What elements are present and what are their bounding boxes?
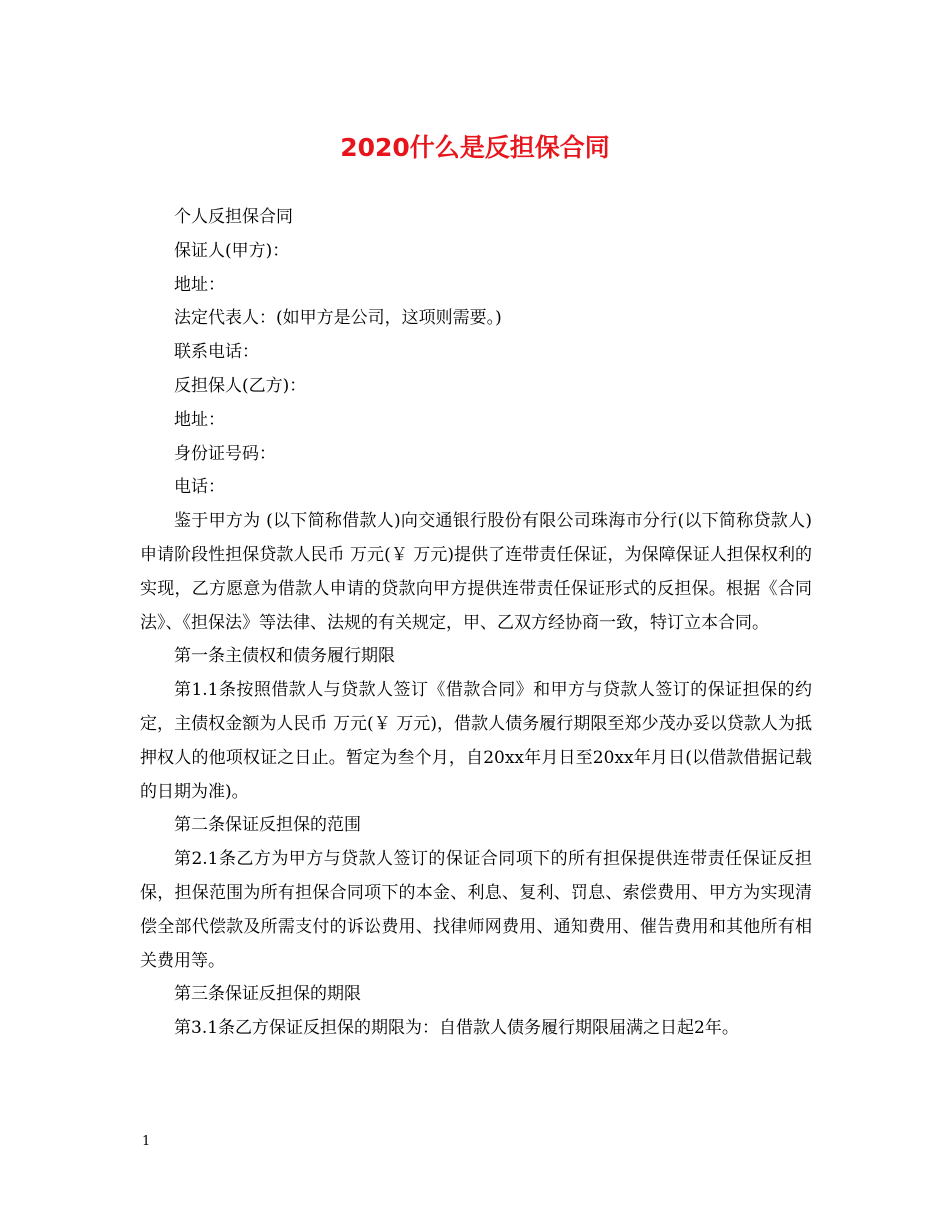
- paragraph: 保证人(甲方)：: [174, 240, 290, 261]
- paragraph: 反担保人(乙方)：: [174, 375, 307, 396]
- paragraph: 个人反担保合同: [174, 207, 293, 227]
- page-number: 1: [142, 1134, 151, 1149]
- paragraph: 鉴于甲方为 (以下简称借款人)向交通银行股份有限公司珠海市分行(以下简称贷款人)申请阶段性担保贷款人民币 万元(￥ 万元)提供了连带责任保证，为保障保证人担保权利的实现，乙方愿意为借款人申请的贷款向甲方提供连带责任保证形式的反担保。根据《合同法》、《担保法》等法律、法规的有关规定，甲、乙双方经协商一致，特订立本合同。: [140, 511, 812, 633]
- paragraph: 身份证号码：: [174, 443, 276, 464]
- paragraph: 第1.1条按照借款人与贷款人签订《借款合同》和甲方与贷款人签订的保证担保的约定，主债权金额为人民币 万元(￥ 万元)，借款人债务履行期限至郑少茂办妥以贷款人为抵押权人的他项权证之日止。暂定为叁个月，自20xx年月日至20xx年月日(以借款借据记载的日期为准)。: [140, 680, 812, 802]
- paragraph: 第3.1条乙方保证反担保的期限为：自借款人债务履行期限届满之日起2年。: [174, 1018, 739, 1039]
- section-heading: 第二条保证反担保的范围: [174, 815, 361, 836]
- paragraph: 电话：: [174, 477, 225, 498]
- page-title: 2020什么是反担保合同: [340, 133, 610, 162]
- section-heading: 第一条主债权和债务履行期限: [174, 646, 395, 667]
- paragraph: 联系电话：: [174, 342, 259, 363]
- paragraph: 地址：: [174, 409, 225, 430]
- section-heading: 第三条保证反担保的期限: [174, 984, 361, 1005]
- document-body: [140, 201, 812, 1046]
- paragraph: 地址：: [174, 274, 225, 295]
- paragraph: 法定代表人：(如甲方是公司，这项则需要。): [174, 308, 502, 329]
- paragraph: 第2.1条乙方为甲方与贷款人签订的保证合同项下的所有担保提供连带责任保证反担保，担保范围为所有担保合同项下的本金、利息、复利、罚息、索偿费用、甲方为实现清偿全部代偿款及所需支付的诉讼费用、找律师网费用、通知费用、催告费用和其他所有相关费用等。: [140, 849, 812, 971]
